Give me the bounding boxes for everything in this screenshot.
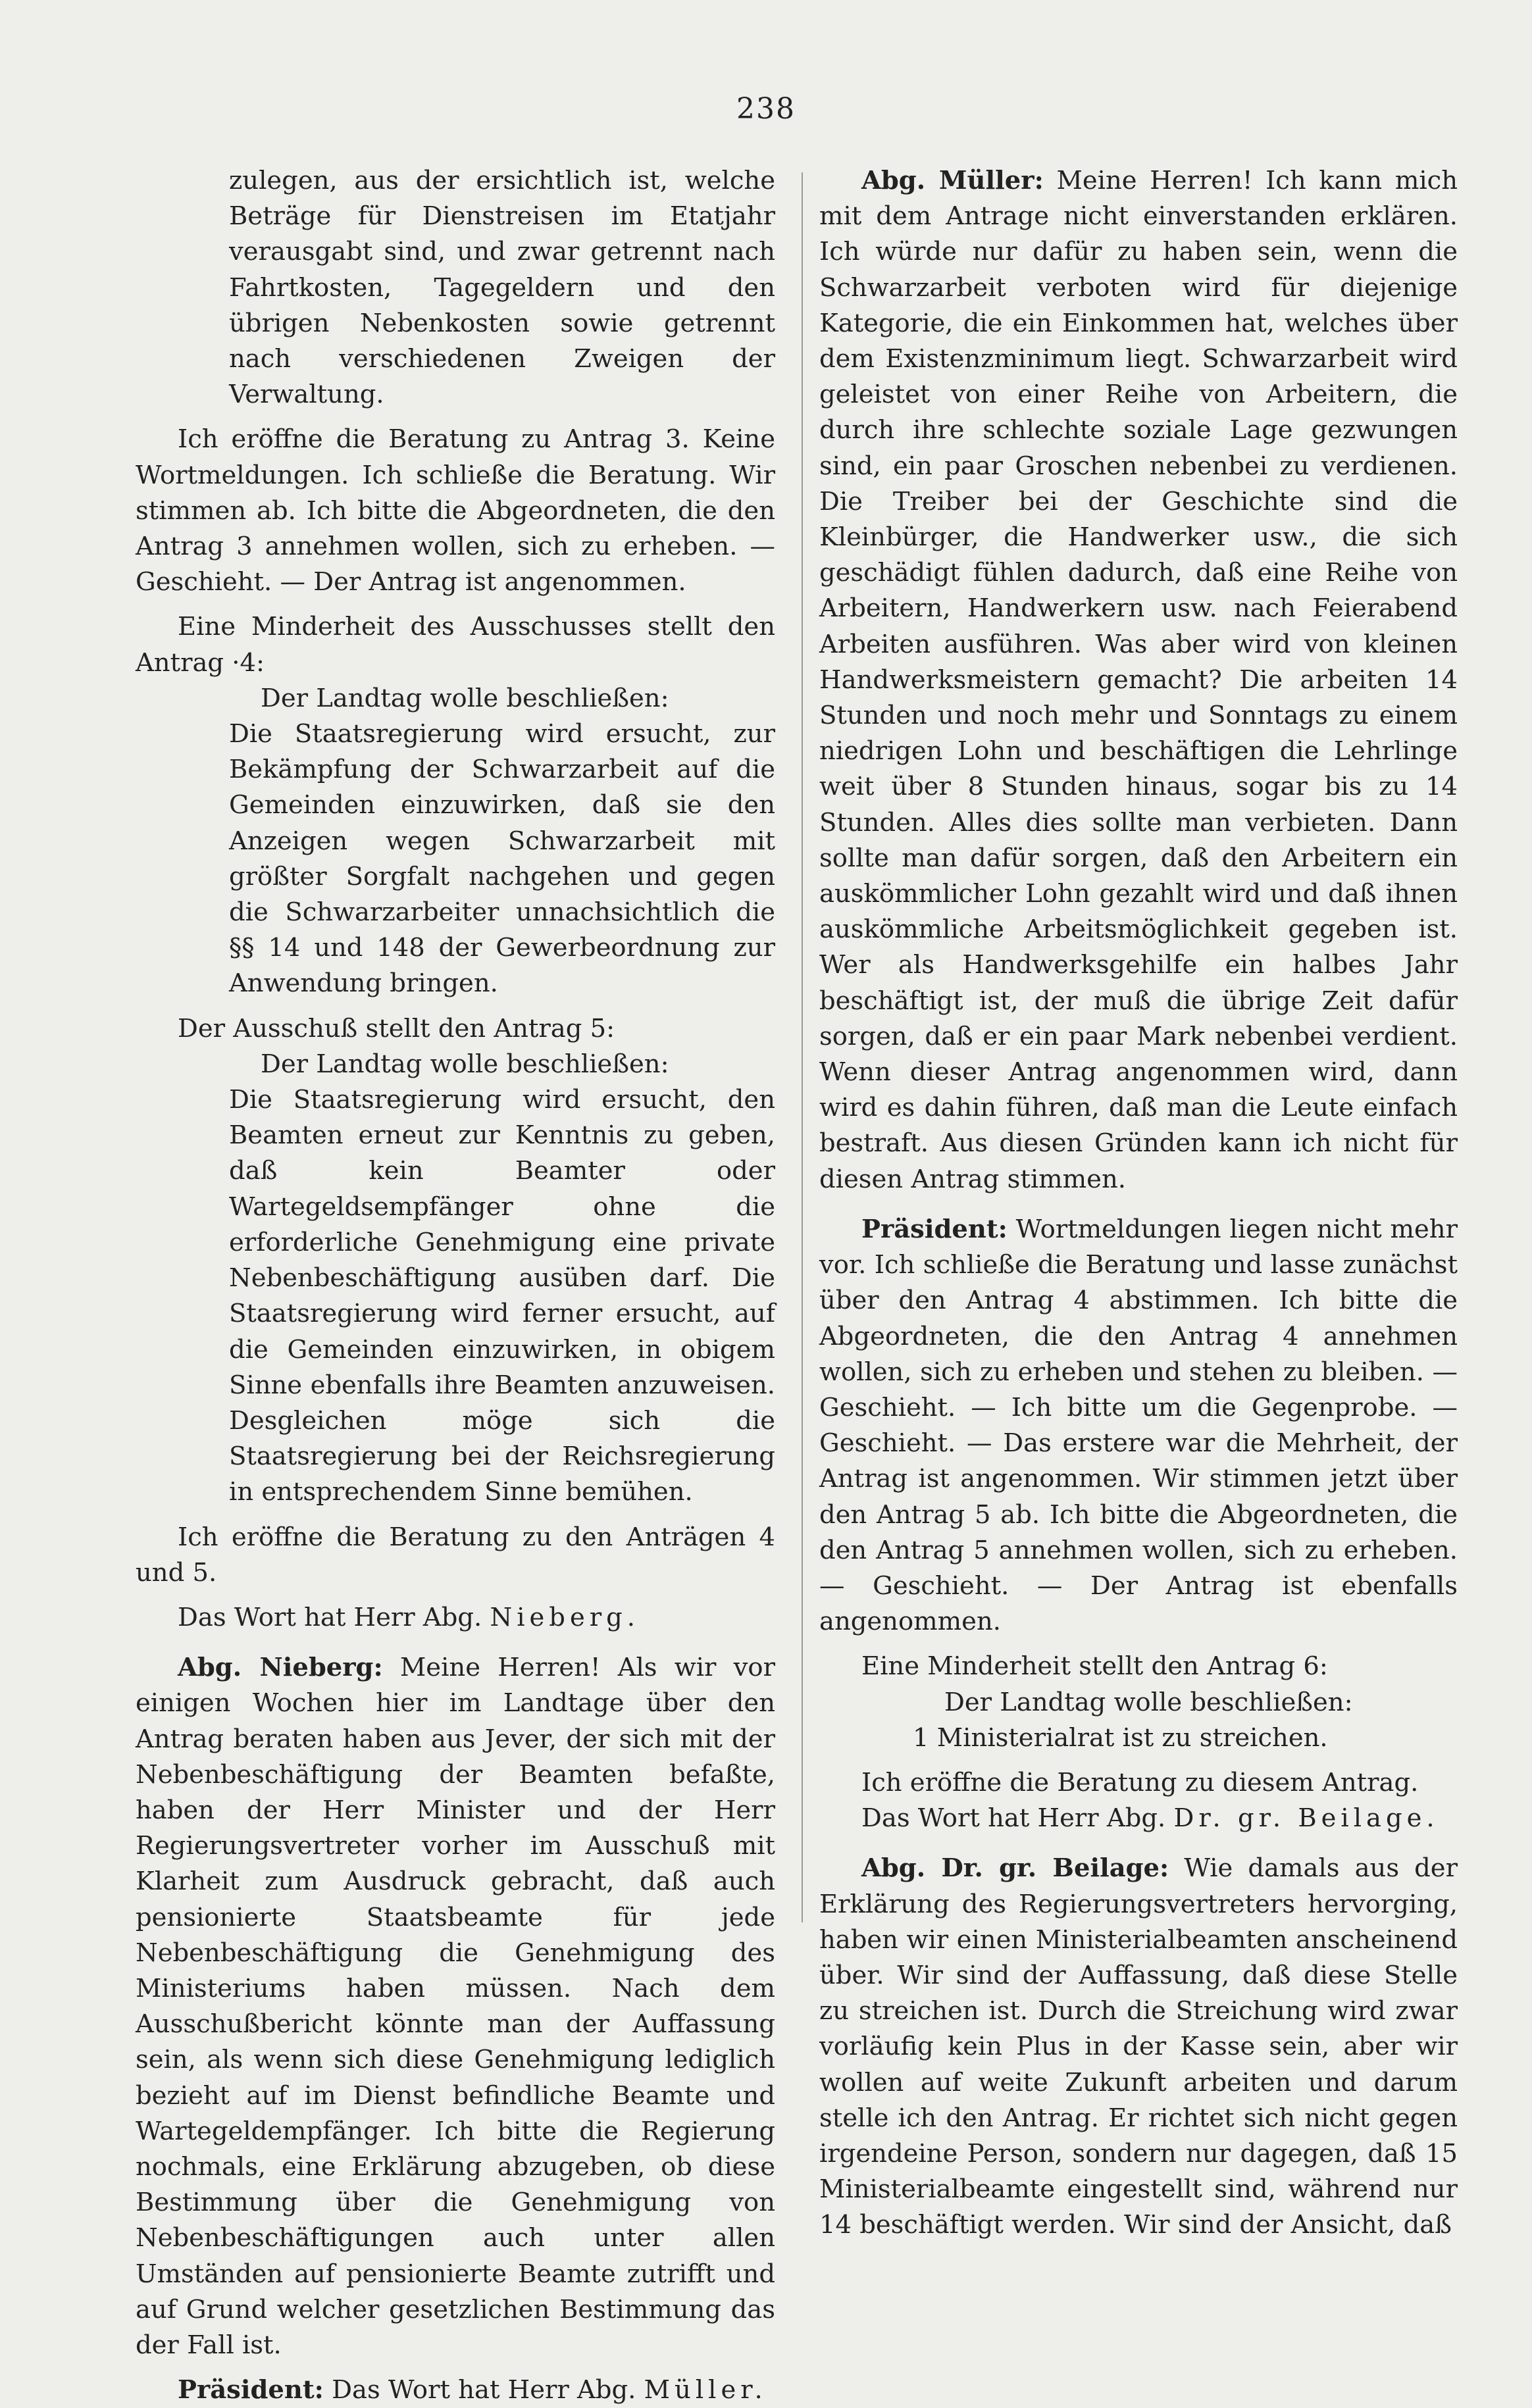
speech-mueller	[819, 163, 1458, 1197]
paragraph-antrag-6-intro: Eine Minderheit stellt den Antrag 6:	[861, 1651, 1328, 1682]
antrag-6-heading: Der Landtag wolle beschließen:	[944, 1687, 1353, 1717]
antrag-4-text: Die Staatsregierung wird ersucht, zur Bekämpfung der Schwarzarbeit auf die Gemeinden einzuwirken, daß sie den Anzeigen wegen Schwarzarbeit mit größter Sorgfalt nachgehen und gegen die Schwarzarbeiter unnachsichtlich die §§ 14 und 148 der Gewerbeordnung zur Anwendung bringen.	[229, 719, 775, 999]
floor-given-text: Das Wort hat Herr Abg.	[861, 1803, 1174, 1834]
antrag-5-text: Die Staatsregierung wird ersucht, den Beamten erneut zur Kenntnis zu geben, daß kein Beamter oder Wartegeldsempfänger ohne die erforderliche Genehmigung eine private Nebenbeschäftigung ausüben darf. Die Staatsregierung wird ferner ersucht, auf die Gemeinden einzuwirken, in obigem Sinne ebenfalls ihre Beamten anzuweisen. Desgleichen möge sich die Staatsregierung bei der Reichsregierung in entsprechendem Sinne bemühen.	[229, 1085, 775, 1507]
paragraph-antrag-3: Ich eröffne die Beratung zu Antrag 3. Keine Wortmeldungen. Ich schließe die Beratung. Wir stimmen ab. Ich bitte die Abgeordneten, die den Antrag 3 annehmen wollen, sich zu erheben. — Geschieht. — Der Antrag ist angenommen.	[136, 424, 775, 597]
speech-text: Das Wort hat Herr Abg.	[323, 2375, 644, 2405]
paragraph-continuation: zulegen, aus der ersichtlich ist, welche Beträge für Dienstreisen im Etatjahr verausgabt sind, und zwar getrennt nach Fahrtkosten, Tagegeldern und den übrigen Nebenkosten sowie getrennt nach verschiedenen Zweigen der Verwaltung.	[229, 166, 775, 410]
paragraph-wort-nieberg	[136, 1600, 775, 1636]
paragraph-antrag-5-intro: Der Ausschuß stellt den Antrag 5:	[178, 1013, 615, 1043]
speaker-name: Müller.	[644, 2375, 767, 2405]
speech-praesident	[819, 1212, 1458, 1640]
antrag-4-heading: Der Landtag wolle beschließen:	[261, 683, 669, 713]
antrag-6-text: 1 Ministerialrat ist zu streichen.	[913, 1722, 1328, 1753]
speaker-label: Präsident:	[178, 2375, 324, 2405]
antrag-5-heading: Der Landtag wolle beschließen:	[261, 1049, 669, 1079]
speech-nieberg	[136, 1650, 775, 2363]
floor-given-text: Das Wort hat Herr Abg.	[178, 1602, 490, 1632]
speech-text: Wortmeldungen liegen nicht mehr vor. Ich schließe die Beratung und lasse zunächst über den Antrag 4 abstimmen. Ich bitte die Abgeordneten, die den Antrag 4 annehmen wollen, sich zu erheben und stehen zu bleiben. — Geschieht. — Ich bitte um die Gegenprobe. — Geschieht. — Das erstere war die Mehrheit, der Antrag ist angenommen. Wir stimmen jetzt über den Antrag 5 ab. Ich bitte die Abgeordneten, die den Antrag 5 annehmen wollen, sich zu erheben. — Geschieht. — Der Antrag ist ebenfalls angenommen.	[819, 1214, 1458, 1637]
paragraph-antrag-4-intro: Eine Minderheit des Ausschusses stellt den Antrag ·4:	[136, 612, 775, 678]
column-divider	[802, 172, 803, 1922]
speaker-label: Abg. Dr. gr. Beilage:	[861, 1853, 1169, 1884]
paragraph-wort-beilage	[819, 1801, 1458, 1836]
paragraph-beratung-antrag-6: Ich eröffne die Beratung zu diesem Antrag.	[861, 1767, 1419, 1797]
speaker-label: Abg. Nieberg:	[178, 1653, 383, 1683]
speech-text: Meine Herren! Ich kann mich mit dem Antrage nicht einverstanden erklären. Ich würde nur dafür zu haben sein, wenn die Schwarzarbeit verboten wird für diejenige Kategorie, die ein Einkommen hat, welches über dem Existenzminimum liegt. Schwarzarbeit wird geleistet von einer Reihe von Arbeitern, die durch ihre schlechte soziale Lage gezwungen sind, ein paar Groschen nebenbei zu verdienen. Die Treiber bei der Geschichte sind die Kleinbürger, die Handwerker usw., die sich geschädigt fühlen dadurch, daß eine Reihe von Arbeitern, Handwerkern usw. nach Feierabend Arbeiten ausführen. Was aber wird von kleinen Handwerksmeistern gemacht? Die arbeiten 14 Stunden und noch mehr und Sonntags zu einem niedrigen Lohn und beschäftigen die Lehrlinge weit über 8 Stunden hinaus, sogar bis zu 14 Stunden. Alles dies sollte man verbieten. Dann sollte man dafür sorgen, daß den Arbeitern ein auskömmlicher Lohn gezahlt wird und daß ihnen auskömmliche Arbeitsmöglichkeit gegeben ist. Wer als Handwerksgehilfe ein halbes Jahr beschäftigt ist, der muß die übrige Zeit dafür sorgen, daß er ein paar Mark nebenbei verdient. Wenn dieser Antrag angenommen wird, dann wird es dahin führen, daß man die Leute einfach bestraft. Aus diesen Gründen kann ich nicht für diesen Antrag stimmen.	[819, 166, 1458, 1194]
page-number: 238	[736, 92, 796, 126]
left-column	[136, 163, 775, 2408]
speech-text: Wie damals aus der Erklärung des Regierungsvertreters hervorging, haben wir einen Ministerialbeamten anscheinend über. Wir sind der Auffassung, daß diese Stelle zu streichen ist. Durch die Streichung wird zwar vorläufig kein Plus in der Kasse sein, aber wir wollen auf weite Zukunft arbeiten und darum stelle ich den Antrag. Er richtet sich nicht gegen irgendeine Person, sondern nur dagegen, daß 15 Ministerialbeamte eingestellt sind, während nur 14 beschäftigt werden. Wir sind der Ansicht, daß	[819, 1853, 1458, 2240]
speaker-label: Präsident:	[861, 1214, 1008, 1244]
speech-text: Meine Herren! Als wir vor einigen Wochen hier im Landtage über den Antrag beraten haben aus Jever, der sich mit der Nebenbeschäftigung der Beamten befaßte, haben der Herr Minister und der Herr Regierungsvertreter vorher im Ausschuß mit Klarheit zum Ausdruck gebracht, daß auch pensionierte Staatsbeamte für jede Nebenbeschäftigung die Genehmigung des Ministeriums haben müssen. Nach dem Ausschußbericht könnte man der Auffassung sein, als wenn sich diese Genehmigung lediglich bezieht auf im Dienst befindliche Beamte und Wartegeldempfänger. Ich bitte die Regierung nochmals, eine Erklärung abzugeben, ob diese Bestimmung über die Genehmigung von Nebenbeschäftigungen auch unter allen Umständen auf pensionierte Beamte zutrifft und auf Grund welcher gesetzlichen Bestimmung das der Fall ist.	[136, 1653, 775, 2360]
right-column	[819, 163, 1458, 2244]
paragraph-praesident-mueller	[136, 2372, 775, 2408]
speaker-name: Nieberg.	[490, 1602, 640, 1632]
speaker-label: Abg. Müller:	[861, 166, 1044, 195]
speech-beilage	[819, 1851, 1458, 2243]
speaker-name: Dr. gr. Beilage.	[1173, 1803, 1439, 1834]
paragraph-beratung-4-5: Ich eröffne die Beratung zu den Anträgen 4 und 5.	[136, 1522, 775, 1588]
